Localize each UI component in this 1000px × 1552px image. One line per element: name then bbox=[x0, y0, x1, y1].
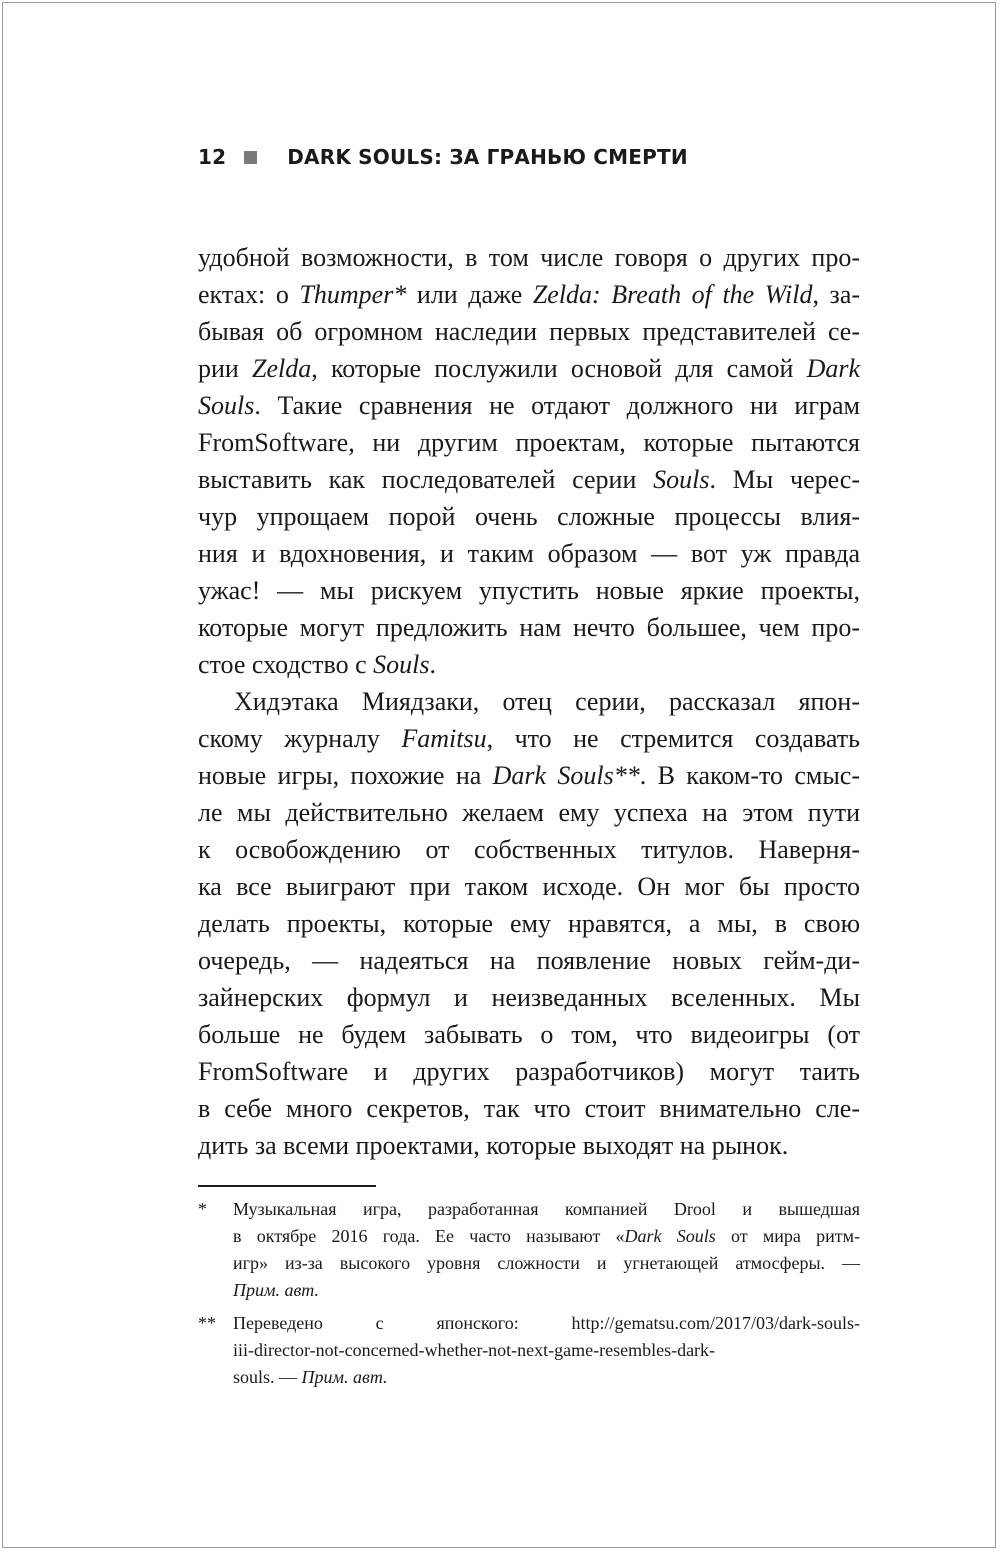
text-run: ектах: о bbox=[198, 280, 300, 309]
text-line bbox=[198, 868, 860, 905]
text-line bbox=[198, 979, 860, 1016]
italic-text: Souls bbox=[198, 391, 255, 420]
text-run: Музыкальная игра, разработанная компанией Drool и вышедшая bbox=[233, 1199, 860, 1219]
text-run: , что не стремится создавать bbox=[486, 724, 860, 753]
italic-text: Dark bbox=[806, 354, 861, 383]
text-run: FromSoftware и других разработчиков) могут таить bbox=[198, 1057, 860, 1086]
text-run: . В каком-то смыс- bbox=[639, 761, 861, 790]
text-run: дить за всеми проектами, которые выходят на рынок. bbox=[198, 1131, 789, 1160]
footnote-line bbox=[233, 1364, 860, 1391]
text-run: . bbox=[429, 650, 436, 679]
text-run: выставить как последователей серии bbox=[198, 465, 654, 494]
footnote-mark: ** bbox=[198, 1313, 216, 1333]
text-run: делать проекты, которые ему нравятся, а мы, в свою bbox=[198, 909, 860, 938]
footnote bbox=[198, 1310, 860, 1391]
text-run: очередь, — надеяться на появление новых гейм-ди- bbox=[198, 946, 860, 975]
body-text bbox=[198, 239, 860, 1164]
running-head bbox=[198, 140, 858, 174]
text-run: которые могут предложить нам нечто большее, чем про- bbox=[198, 613, 860, 642]
text-run: к освобождению от собственных титулов. Наверня- bbox=[198, 835, 860, 864]
text-run: . Мы черес- bbox=[709, 465, 861, 494]
text-line bbox=[198, 646, 860, 683]
text-line bbox=[198, 831, 860, 868]
text-line bbox=[198, 387, 860, 424]
book-title: DARK SOULS: ЗА ГРАНЬЮ СМЕРТИ bbox=[287, 145, 688, 169]
italic-text: Thumper* bbox=[299, 280, 407, 309]
italic-text: Famitsu bbox=[401, 724, 487, 753]
text-line bbox=[198, 276, 860, 313]
italic-text: Zelda: Breath of the Wild bbox=[532, 280, 813, 309]
text-run: бывая об огромном наследии первых представителей се- bbox=[198, 317, 860, 346]
text-line bbox=[198, 1090, 860, 1127]
text-line bbox=[198, 942, 860, 979]
italic-text: Souls bbox=[653, 465, 710, 494]
text-run: Переведено с японского: http://gematsu.com/2017/03/dark-souls- bbox=[233, 1313, 860, 1333]
text-run: удобной возможности, в том числе говоря о других про- bbox=[198, 243, 860, 272]
text-run: , за- bbox=[812, 280, 861, 309]
italic-text: Прим. авт. bbox=[301, 1367, 388, 1387]
text-line bbox=[198, 720, 860, 757]
text-run: скому журналу bbox=[198, 724, 402, 753]
text-line bbox=[198, 757, 860, 794]
page-number: 12 bbox=[198, 145, 227, 169]
paragraph bbox=[198, 239, 860, 683]
text-run: зайнерских формул и неизведанных вселенных. Мы bbox=[198, 983, 860, 1012]
text-run: ка все выиграют при таком исходе. Он мог бы просто bbox=[198, 872, 860, 901]
italic-text: Dark Souls bbox=[624, 1226, 716, 1246]
footnote-rule bbox=[198, 1185, 376, 1187]
text-line bbox=[198, 609, 860, 646]
text-line bbox=[198, 683, 860, 720]
text-run: чур упрощаем порой очень сложные процессы влия- bbox=[198, 502, 860, 531]
text-run: ужас! — мы рискуем упустить новые яркие проекты, bbox=[198, 576, 860, 605]
footnote-line bbox=[233, 1277, 860, 1304]
text-line bbox=[198, 239, 860, 276]
text-run: новые игры, похожие на bbox=[198, 761, 493, 790]
footnote-line bbox=[233, 1337, 860, 1364]
italic-text: Zelda bbox=[252, 354, 312, 383]
text-run: в октябре 2016 года. Ее часто называют « bbox=[233, 1226, 625, 1246]
text-run: в себе много секретов, так что стоит внимательно сле- bbox=[198, 1094, 860, 1123]
footnotes bbox=[198, 1196, 860, 1397]
footnote-line bbox=[233, 1250, 860, 1277]
text-run: или даже bbox=[406, 280, 533, 309]
text-run: рии bbox=[198, 354, 253, 383]
paragraph bbox=[198, 683, 860, 1164]
italic-text: Прим. авт. bbox=[233, 1280, 320, 1300]
text-line bbox=[198, 1016, 860, 1053]
text-line bbox=[198, 461, 860, 498]
text-run: Хидэтака Миядзаки, отец серии, рассказал япон- bbox=[234, 687, 860, 716]
square-bullet-icon bbox=[244, 151, 257, 164]
text-line bbox=[198, 424, 860, 461]
footnote-line bbox=[233, 1310, 860, 1337]
footnote-line bbox=[233, 1196, 860, 1223]
text-run: игр» из-за высокого уровня сложности и угнетающей атмосферы. — bbox=[233, 1253, 860, 1273]
text-line bbox=[198, 535, 860, 572]
text-line bbox=[198, 313, 860, 350]
text-run: ния и вдохновения, и таким образом — вот уж правда bbox=[198, 539, 860, 568]
text-run: от мира ритм- bbox=[715, 1226, 860, 1246]
text-line bbox=[198, 350, 860, 387]
text-run: iii-director-not-concerned-whether-not-next-game-resembles-dark- bbox=[233, 1340, 716, 1360]
text-line bbox=[198, 905, 860, 942]
text-line bbox=[198, 498, 860, 535]
text-run: souls. — bbox=[233, 1367, 302, 1387]
text-line bbox=[198, 1053, 860, 1090]
text-line bbox=[198, 794, 860, 831]
text-run: стое сходство с bbox=[198, 650, 374, 679]
text-line bbox=[198, 1127, 860, 1164]
italic-text: Dark Souls** bbox=[492, 761, 640, 790]
text-run: FromSoftware, ни другим проектам, которые пытаются bbox=[198, 428, 860, 457]
italic-text: Souls bbox=[373, 650, 430, 679]
text-line bbox=[198, 572, 860, 609]
footnote bbox=[198, 1196, 860, 1304]
footnote-mark: * bbox=[198, 1199, 207, 1219]
text-run: больше не будем забывать о том, что видеоигры (от bbox=[198, 1020, 860, 1049]
text-run: ле мы действительно желаем ему успеха на этом пути bbox=[198, 798, 860, 827]
text-run: . Такие сравнения не отдают должного ни играм bbox=[254, 391, 860, 420]
footnote-line bbox=[233, 1223, 860, 1250]
text-run: , которые послужили основой для самой bbox=[311, 354, 807, 383]
